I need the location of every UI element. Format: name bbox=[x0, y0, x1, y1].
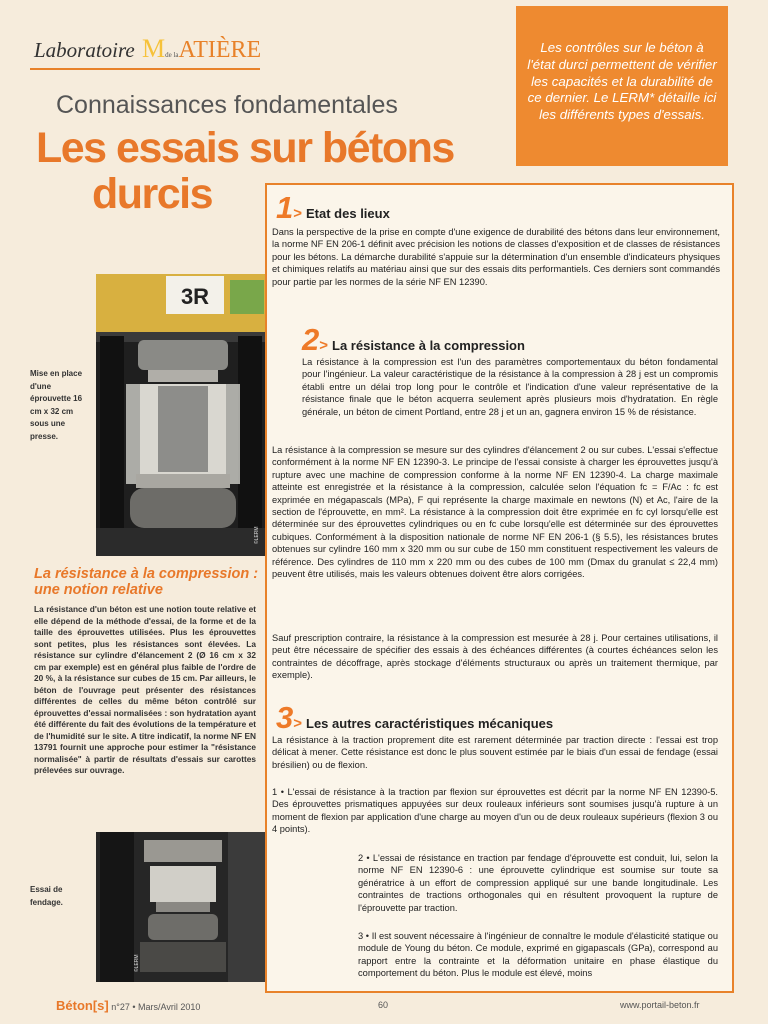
footer-left bbox=[56, 998, 200, 1013]
footer-website: www.portail-beton.fr bbox=[620, 1000, 700, 1010]
header-rule bbox=[30, 68, 260, 70]
splitting-illustration bbox=[96, 832, 266, 982]
rubric-header bbox=[34, 34, 261, 64]
section1-number: 1 bbox=[276, 190, 294, 225]
article-kicker: Connaissances fondamentales bbox=[56, 91, 398, 119]
issue-info: n°27 • Mars/Avril 2010 bbox=[111, 1002, 201, 1012]
photo2-caption: Essai de fendage. bbox=[30, 885, 63, 907]
section1-title: Etat des lieux bbox=[306, 206, 390, 221]
press-logo: 3R bbox=[180, 284, 210, 309]
photo-credit-1: ©LERM bbox=[254, 526, 260, 544]
section3-item-1: 1 • L'essai de résistance à la traction par flexion sur éprouvettes est décrit par la norme NF EN 12390-5. Des éprouvettes prismatiques appuyées sur deux rouleaux inférieurs sont soumises jusqu'à rupture à un moment de flexion par application d'une charge au moyen d'un ou de deux rouleaux supérieurs (flexion 3 ou 4 points). bbox=[272, 787, 718, 835]
section2-heading: 2> La résistance à la compression bbox=[302, 322, 525, 357]
article-title-line1: Les essais sur bétons bbox=[36, 124, 454, 172]
photo1-caption: Mise en place d'une éprouvette 16 cm x 32 cm sous une presse. bbox=[30, 369, 83, 441]
article-title-line2: durcis bbox=[92, 170, 213, 218]
section3-number: 3 bbox=[276, 700, 294, 735]
rubric-prefix: Laboratoire bbox=[34, 38, 135, 62]
section3-item-3: 3 • Il est souvent nécessaire à l'ingénieur de connaître le module d'élasticité statique ou module de Young du béton. Ce module, exprimé en gigapascals (GPa), correspond au rapport entre la contrainte et la déformation unitaire en phase élastique du comportement du béton. Plus le module est élevé, moins bbox=[358, 931, 718, 979]
rubric-name: Mde laATIÈRE bbox=[141, 34, 262, 63]
photo-credit-2: ©LERM bbox=[134, 954, 140, 972]
section3-title: Les autres caractéristiques mécaniques bbox=[306, 716, 554, 731]
photo-compression-press bbox=[96, 274, 266, 556]
section2-number: 2 bbox=[302, 322, 320, 357]
section1-heading: 1> Etat des lieux bbox=[276, 190, 390, 225]
section2-title: La résistance à la compression bbox=[332, 338, 525, 353]
magazine-logo: Béton[s] bbox=[56, 998, 109, 1013]
intro-box: Les contrôles sur le béton à l'état durci permettent de vérifier les capacités et la durabilité de ce dernier. Le LERM* détaille ici les différents types d'essais. bbox=[516, 6, 728, 166]
section3-heading: 3> Les autres caractéristiques mécaniques bbox=[276, 700, 554, 735]
section1-text: Dans la perspective de la prise en compte d'une exigence de durabilité des bétons dans leur environnement, la norme NF EN 206-1 définit avec précision les notions de classes d'exposition et de classes de résistances pour les bétons. La démarche durabilité s'appuie sur la détermination d'un ensemble d'indicateurs physiques et chimiques relatifs au matériau ainsi que sur des essais dits performantiels. Ces derniers sont commandés pour partie par les normes de la série NF EN 12390. bbox=[272, 227, 720, 287]
section2-paragraph-2: La résistance à la compression se mesure sur des cylindres d'élancement 2 ou sur cubes. L'essai s'effectue conformément à la norme NF EN 12390-3. Le principe de l'essai consiste à charger les éprouvettes jusqu'à rupture avec une machine de compression conforme à la norme NF EN 12390-4. La charge maximale atteinte est enregistrée et la résistance à la compression, calculée selon l'équation fc = F/Ac : fc est exprimée en mégapascals (MPa), F qui représente la charge maximale en newtons (N) et Ac, l'aire de la section de l'éprouvette, en mm². La résistance à la compression doit être exprimée en fc cyl lorsqu'elle est déterminée sur des éprouvettes cylindriques ou en fc cube lorsqu'elle est déterminée sur des éprouvettes cubiques. Conformément à la disposition nationale de norme NF EN 206-1 (§ 5.5), les résistances brutes obtenues sur cylindre 160 mm x 320 mm ou sur cube de 150 mm constituent respectivement les valeurs de référence. Des cylindres de 110 mm x 220 mm ou des cubes de 100 mm (Dmax du granulat ≤ 22,4 mm) peuvent être utilisés, mais les valeurs obtenues doivent être alors corrigées. bbox=[272, 445, 718, 580]
section2-paragraph-1: La résistance à la compression est l'un des paramètres comportementaux du béton fondamental pour l'ingénieur. La valeur caractéristique de la résistance à la compression à 28 j est un compromis établi entre un délai trop long pour le contrôle et l'indication d'une valeur représentative de la résistance finale que le béton acquerra seulement après plusieurs mois d'hydratation. En règle générale, un béton de ciment Portland, entre 28 j et un an, gagnera environ 15 % de résistance. bbox=[302, 357, 718, 417]
section3-intro: La résistance à la traction proprement dite est rarement déterminée par traction directe : l'essai est trop délicat à mener. Cette résistance est donc le plus souvent estimée par le biais d'un essai de fendage (essai brésilien) ou de flexion. bbox=[272, 735, 718, 770]
sidebar-title: La résistance à la compression : une notion relative bbox=[34, 566, 259, 598]
press-illustration bbox=[96, 274, 266, 556]
section3-item-2: 2 • L'essai de résistance en traction par fendage d'éprouvette est conduit, lui, selon la norme NF EN 12390-6 : une éprouvette cylindrique est soumise sur toute sa génératrice à un effort de compression appliqué sur une bande longitudinale. Les contraintes de tractions orthogonales qui en résultent provoquent la rupture de l'éprouvette par traction. bbox=[358, 853, 718, 913]
sidebar-text: La résistance d'un béton est une notion toute relative et elle dépend de la méthode d'essai, de la forme et de la taille des éprouvettes utilisées. Plus les éprouvettes sont petites, plus les résistances sont élevées. La résistance sur cylindre d'élancement 2 (Ø 16 cm x 32 cm par exemple) est en général plus faible de l'ordre de 20 %, à la résistance sur cubes de 15 cm. Par ailleurs, le béton de l'ouvrage peut présenter des résistances différentes de celles du même béton contrôlé sur éprouvettes d'essai normalisées : son hydratation ayant été différente du fait des évolutions de la température et de l'humidité sur le site. A titre indicatif, la norme NF EN 13791 fournit une approche pour estimer la "résistance normalisée" à partir de résultats d'essais sur carottes prélevées sur ouvrage. bbox=[34, 604, 256, 775]
section2-paragraph-3: Sauf prescription contraire, la résistance à la compression est mesurée à 28 j. Pour certaines utilisations, il peut être nécessaire de spécifier des essais à des échéances différentes (à courtes échéances selon les contraintes de décoffrage, après stockage d'éléments structuraux ou après un traitement thermique, par exemple). bbox=[272, 633, 718, 681]
page-number: 60 bbox=[378, 1000, 389, 1010]
photo-splitting-test bbox=[96, 832, 266, 982]
